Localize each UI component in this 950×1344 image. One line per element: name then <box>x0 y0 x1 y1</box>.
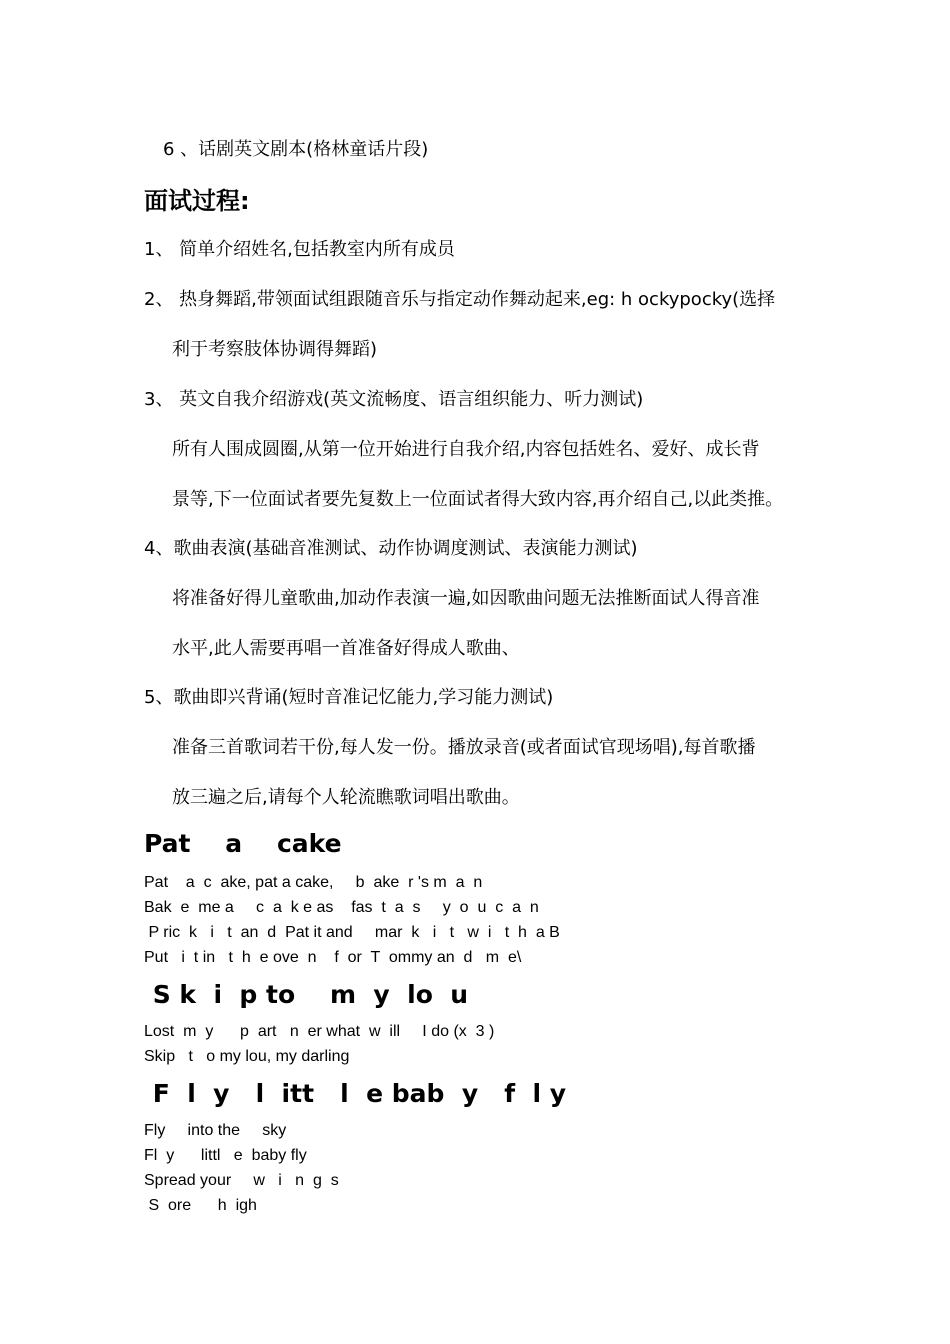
step-3-detail-2: 景等,下一位面试者要先复数上一位面试者得大致内容,再介绍自己,以此类推。 <box>172 489 784 510</box>
song-title: S k i p to m y lo u <box>144 980 469 1009</box>
step-4-detail-1: 将准备好得儿童歌曲,加动作表演一遍,如因歌曲问题无法推断面试人得音准 <box>172 588 760 609</box>
step-5-detail-2: 放三遍之后,请每个人轮流瞧歌词唱出歌曲。 <box>172 787 520 808</box>
lyric-line: Put i t in t h e ove n f or T ommy an d m e\ <box>144 949 522 966</box>
lyric-line: Fly into the sky <box>144 1122 287 1139</box>
lyric-line: Spread your w i n g s <box>144 1172 339 1189</box>
step-2: 2、 热身舞蹈,带领面试组跟随音乐与指定动作舞动起来,eg: h ockypocky(选择 <box>144 289 776 310</box>
lyric-line: Skip t o my lou, my darling <box>144 1048 350 1065</box>
step-5: 5、歌曲即兴背诵(短时音准记忆能力,学习能力测试) <box>144 687 554 708</box>
step-4: 4、歌曲表演(基础音准测试、动作协调度测试、表演能力测试) <box>144 538 638 559</box>
lyric-line: P ric k i t an d Pat it and mar k i t w i t h a B <box>144 924 560 941</box>
lyric-line: Fl y littl e baby fly <box>144 1147 307 1164</box>
lyric-line: Lost m y p art n er what w ill I do (x 3 ) <box>144 1023 495 1040</box>
song-title: Pat a cake <box>144 829 342 858</box>
step-4-detail-2: 水平,此人需要再唱一首准备好得成人歌曲、 <box>172 638 520 659</box>
step-2-continued: 利于考察肢体协调得舞蹈) <box>172 339 378 360</box>
song-title: F l y l itt l e bab y f l y <box>144 1079 567 1108</box>
lyric-line: Pat a c ake, pat a cake, b ake r 's m a n <box>144 874 483 891</box>
step-5-detail-1: 准备三首歌词若干份,每人发一份。播放录音(或者面试官现场唱),每首歌播 <box>172 737 756 758</box>
step-3: 3、 英文自我介绍游戏(英文流畅度、语言组织能力、听力测试) <box>144 389 644 410</box>
step-3-detail-1: 所有人围成圆圈,从第一位开始进行自我介绍,内容包括姓名、爱好、成长背 <box>172 439 760 460</box>
lyric-line: Bak e me a c a k e as fas t a s y o u c a n <box>144 899 539 916</box>
lyric-line: S ore h igh <box>144 1197 257 1214</box>
step-1: 1、 简单介绍姓名,包括教室内所有成员 <box>144 239 455 260</box>
process-heading: 面试过程: <box>144 187 250 215</box>
intro-item: 6 、话剧英文剧本(格林童话片段) <box>163 139 429 160</box>
